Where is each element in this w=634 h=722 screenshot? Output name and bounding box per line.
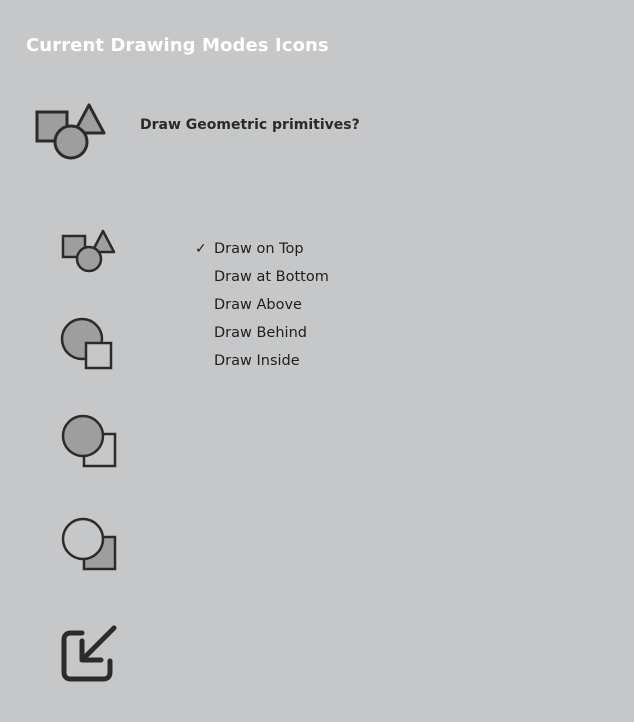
checkmark-icon: ✓ [195,241,207,257]
menu-item-label: Draw Behind [214,325,307,341]
menu-item-draw-behind[interactable] [194,323,329,351]
draw-inside-icon[interactable] [60,624,120,684]
menu-item-draw-above[interactable] [194,295,329,323]
geometric-primitives-icon[interactable] [34,102,108,164]
menu-item-draw-inside[interactable] [194,351,329,379]
draw-above-icon[interactable] [59,412,119,472]
draw-at-bottom-icon[interactable] [58,315,116,373]
draw-behind-icon[interactable] [59,515,119,575]
menu-item-label: Draw Inside [214,353,300,369]
drawing-mode-menu [194,239,329,379]
menu-item-label: Draw on Top [214,241,304,257]
menu-item-draw-at-bottom[interactable] [194,267,329,295]
menu-item-label: Draw at Bottom [214,269,329,285]
draw-primitives-question: Draw Geometric primitives? [140,117,360,133]
menu-item-draw-on-top[interactable] [194,239,329,267]
draw-on-top-icon[interactable] [60,228,118,274]
menu-item-label: Draw Above [214,297,302,313]
page-title: Current Drawing Modes Icons [26,35,329,56]
